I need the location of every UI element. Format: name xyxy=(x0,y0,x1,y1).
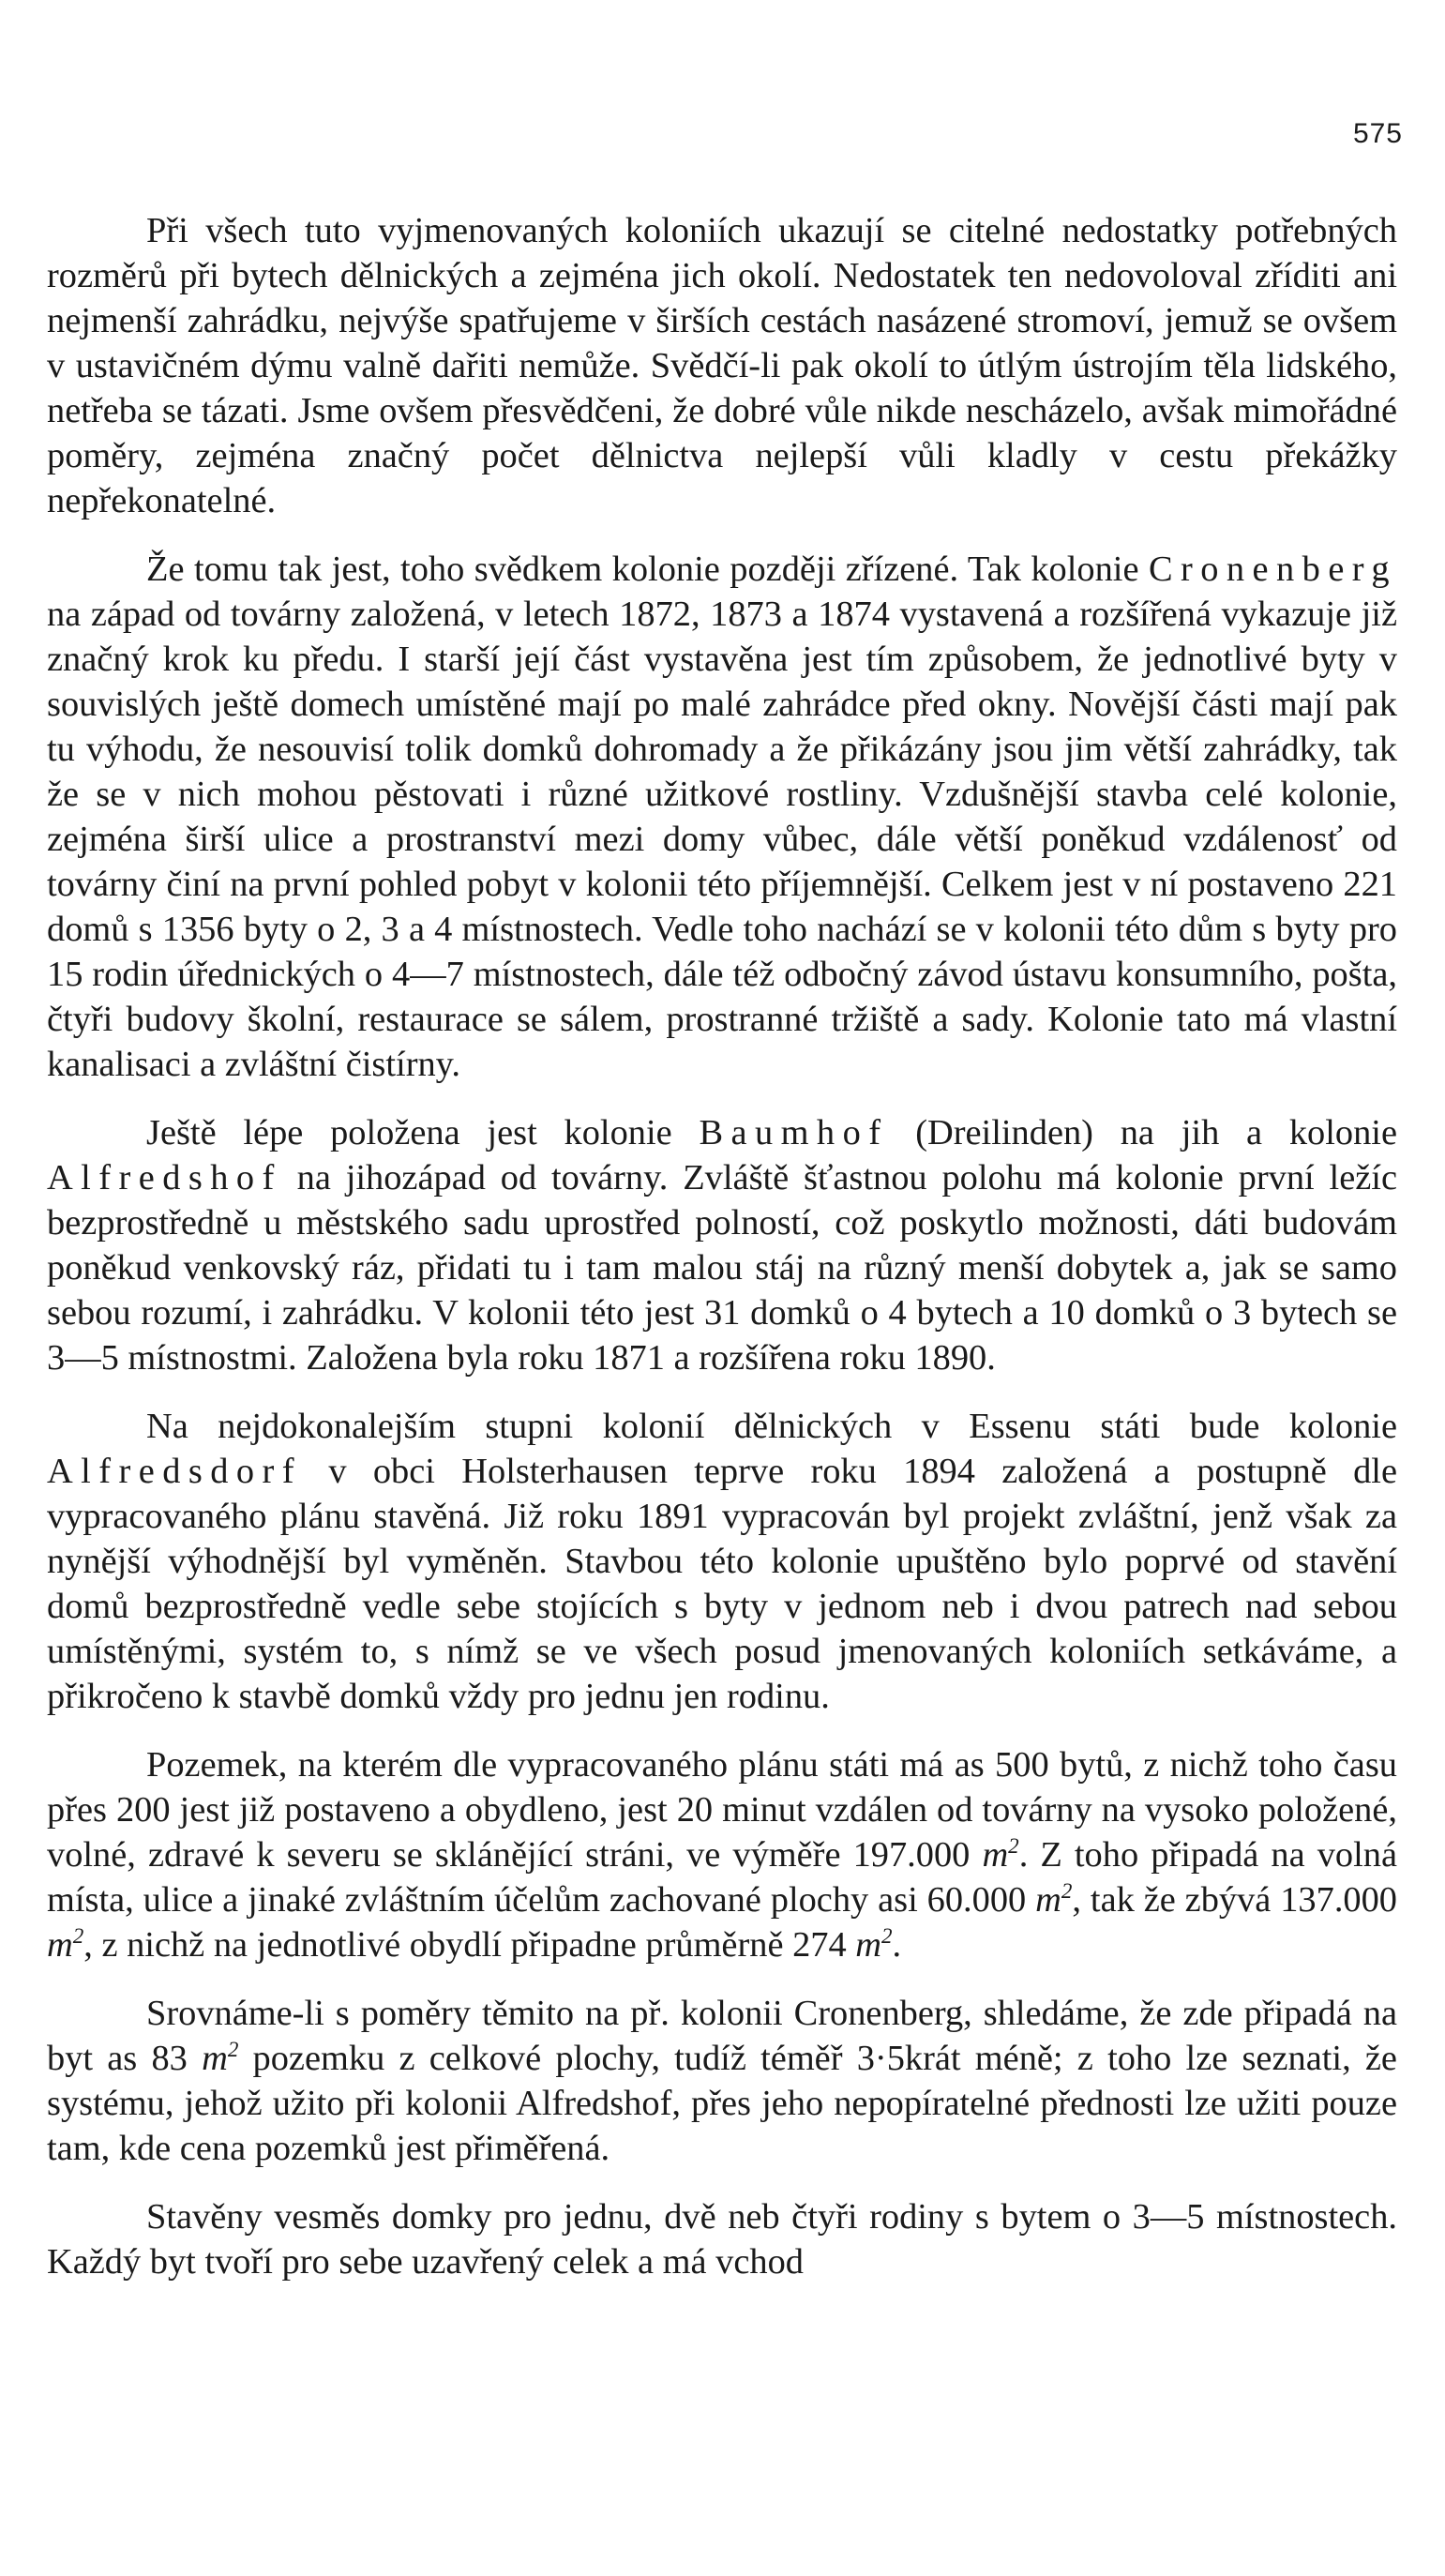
paragraph-4 xyxy=(47,1404,1397,1719)
paragraph-6-part-a: Srovnáme-li s poměry těmito na př. kolonii Cronenberg, shledáme, že zde připadá na byt as 83 xyxy=(47,1994,1397,2078)
paragraph-4-part-b: v obci Holsterhausen teprve roku 1894 založená a postupně dle vypracovaného plánu stavěná. Již roku 1891 vypracován byl projekt zvláštní, jenž však za nynější výhodnější byl vyměněn. Stavbou této kolonie upuštěno bylo poprvé od stavění domů bezprostředně vedle sebe stojících s byty v jednom neb i dvou patrech nad sebou umístěnými, systém to, s nímž se ve všech posud jmenovaných koloniích setkáváme, a přikročeno k stavbě domků vždy pro jednu jen rodinu. xyxy=(47,1452,1397,1716)
area-unit: $m^2$ xyxy=(982,1833,1019,1875)
paragraph-2 xyxy=(47,547,1397,1087)
paragraph-5-part-a: Pozemek, na kterém dle vypracovaného plánu státi má as 500 bytů, z nichž toho času přes 200 jest již postaveno a obydleno, jest 20 minut vzdálen od továrny na vysoko položené, volné, zdravé k severu se sklánějící stráni, ve výměře 197.000 xyxy=(47,1745,1397,1875)
paragraph-5-part-e: . xyxy=(892,1925,902,1965)
page-number: 575 xyxy=(1352,118,1403,149)
colony-name-cronenberg: Cronenberg xyxy=(1148,550,1397,589)
paragraph-6-part-b: pozemku z celkové plochy, tudíž téměř 3·5krát méně; z toho lze seznati, že systému, jehož užito při kolonii Alfredshof, přes jeho nepopíratelné přednosti lze užiti pouze tam, kde cena pozemků jest přiměřená. xyxy=(47,2039,1397,2168)
paragraph-1: Při všech tuto vyjmenovaných koloniích ukazují se citelné nedostatky potřebných rozměrů při bytech dělnických a zejména jich okolí. Nedostatek ten nedovoloval zříditi ani nejmenší zahrádku, nejvýše spatřujeme v širších cestách nasázené stromoví, jemuž se ovšem v ustavičném dýmu valně dařiti nemůže. Svědčí-li pak okolí to útlým ústrojím těla lidského, netřeba se tázati. Jsme ovšem přesvědčeni, že dobré vůle nikde nescházelo, avšak mimořádné poměry, zejména značný počet dělnictva nejlepší vůli kladly v cestu překážky nepřekonatelné. xyxy=(47,211,1397,520)
paragraph-5-part-d: , z nichž na jednotlivé obydlí připadne průměrně 274 xyxy=(83,1925,856,1965)
paragraph-7: Stavěny vesměs domky pro jednu, dvě neb čtyři rodiny s bytem o 3—5 místnostech. Každý byt tvoří pro sebe uzavřený celek a má vchod xyxy=(47,2197,1397,2282)
area-unit: $m^2$ xyxy=(855,1923,893,1965)
area-unit: $m^2$ xyxy=(202,2037,239,2078)
area-unit: $m^2$ xyxy=(47,1923,84,1965)
paragraph-3 xyxy=(47,1110,1397,1380)
paragraph-2-part-b: na západ od továrny založená, v letech 1872, 1873 a 1874 vystavená a rozšířená vykazuje již značný krok ku předu. I starší její část vystavěna jest tím způsobem, že jednotlivé byty v souvislých ještě domech umístěné mají po malé zahrádce před okny. Novější části mají pak tu výhodu, že nesouvisí tolik domků dohromady a že přikázány jsou jim větší zahrádky, tak že se v nich mohou pěstovati i různé užitkové rostliny. Vzdušnější stavba celé kolonie, zejména širší ulice a prostranství mezi domy vůbec, dále větší poněkud vzdálenosť od továrny činí na první pohled pobyt v kolonii této příjemnější. Celkem jest v ní postaveno 221 domů s 1356 byty o 2, 3 a 4 místnostech. Vedle toho nachází se v kolonii této dům s byty pro 15 rodin úřednických o 4—7 místnostech, dále též odbočný závod ústavu konsumního, pošta, čtyři budovy školní, restaurace se sálem, prostranné tržiště a sady. Kolonie tato má vlastní kanalisaci a zvláštní čistírny. xyxy=(47,595,1397,1084)
paragraph-6 xyxy=(47,1991,1397,2171)
paragraph-2-part-a: Že tomu tak jest, toho svědkem kolonie později zřízené. Tak kolonie xyxy=(146,550,1149,589)
body-text xyxy=(47,208,1397,2284)
colony-name-baumhof: Baumhof xyxy=(699,1113,889,1152)
paragraph-5-part-c: , tak že zbývá 137.000 xyxy=(1072,1880,1398,1920)
paragraph-5-part-b: . Z toho připadá na volná místa, ulice a jinaké zvláštním účelům zachované plochy asi 60.000 xyxy=(47,1835,1398,1920)
paragraph-5 xyxy=(47,1742,1397,1967)
colony-name-alfredsdorf: Alfredsdorf xyxy=(47,1452,303,1491)
paragraph-3-part-c: na jihozápad od továrny. Zvláště šťastnou polohu má kolonie první ležíc bezprostředně u městského sadu uprostřed polností, což poskytlo možnosti, dáti budovám poněkud venkovský ráz, přidati tu i tam malou stáj na různý menší dobytek a, jak se samo sebou rozumí, i zahrádku. V kolonii této jest 31 domků o 4 bytech a 10 domků o 3 bytech se 3—5 místnostmi. Založena byla roku 1871 a rozšířena roku 1890. xyxy=(47,1158,1397,1378)
paragraph-3-part-b: (Dreilinden) na jih a kolonie xyxy=(888,1113,1397,1152)
colony-name-alfredshof: Alfredshof xyxy=(47,1158,282,1198)
area-unit: $m^2$ xyxy=(1035,1878,1073,1920)
paragraph-4-part-a: Na nejdokonalejším stupni kolonií dělnických v Essenu státi bude kolonie xyxy=(146,1407,1397,1446)
paragraph-3-part-a: Ještě lépe položena jest kolonie xyxy=(146,1113,700,1152)
